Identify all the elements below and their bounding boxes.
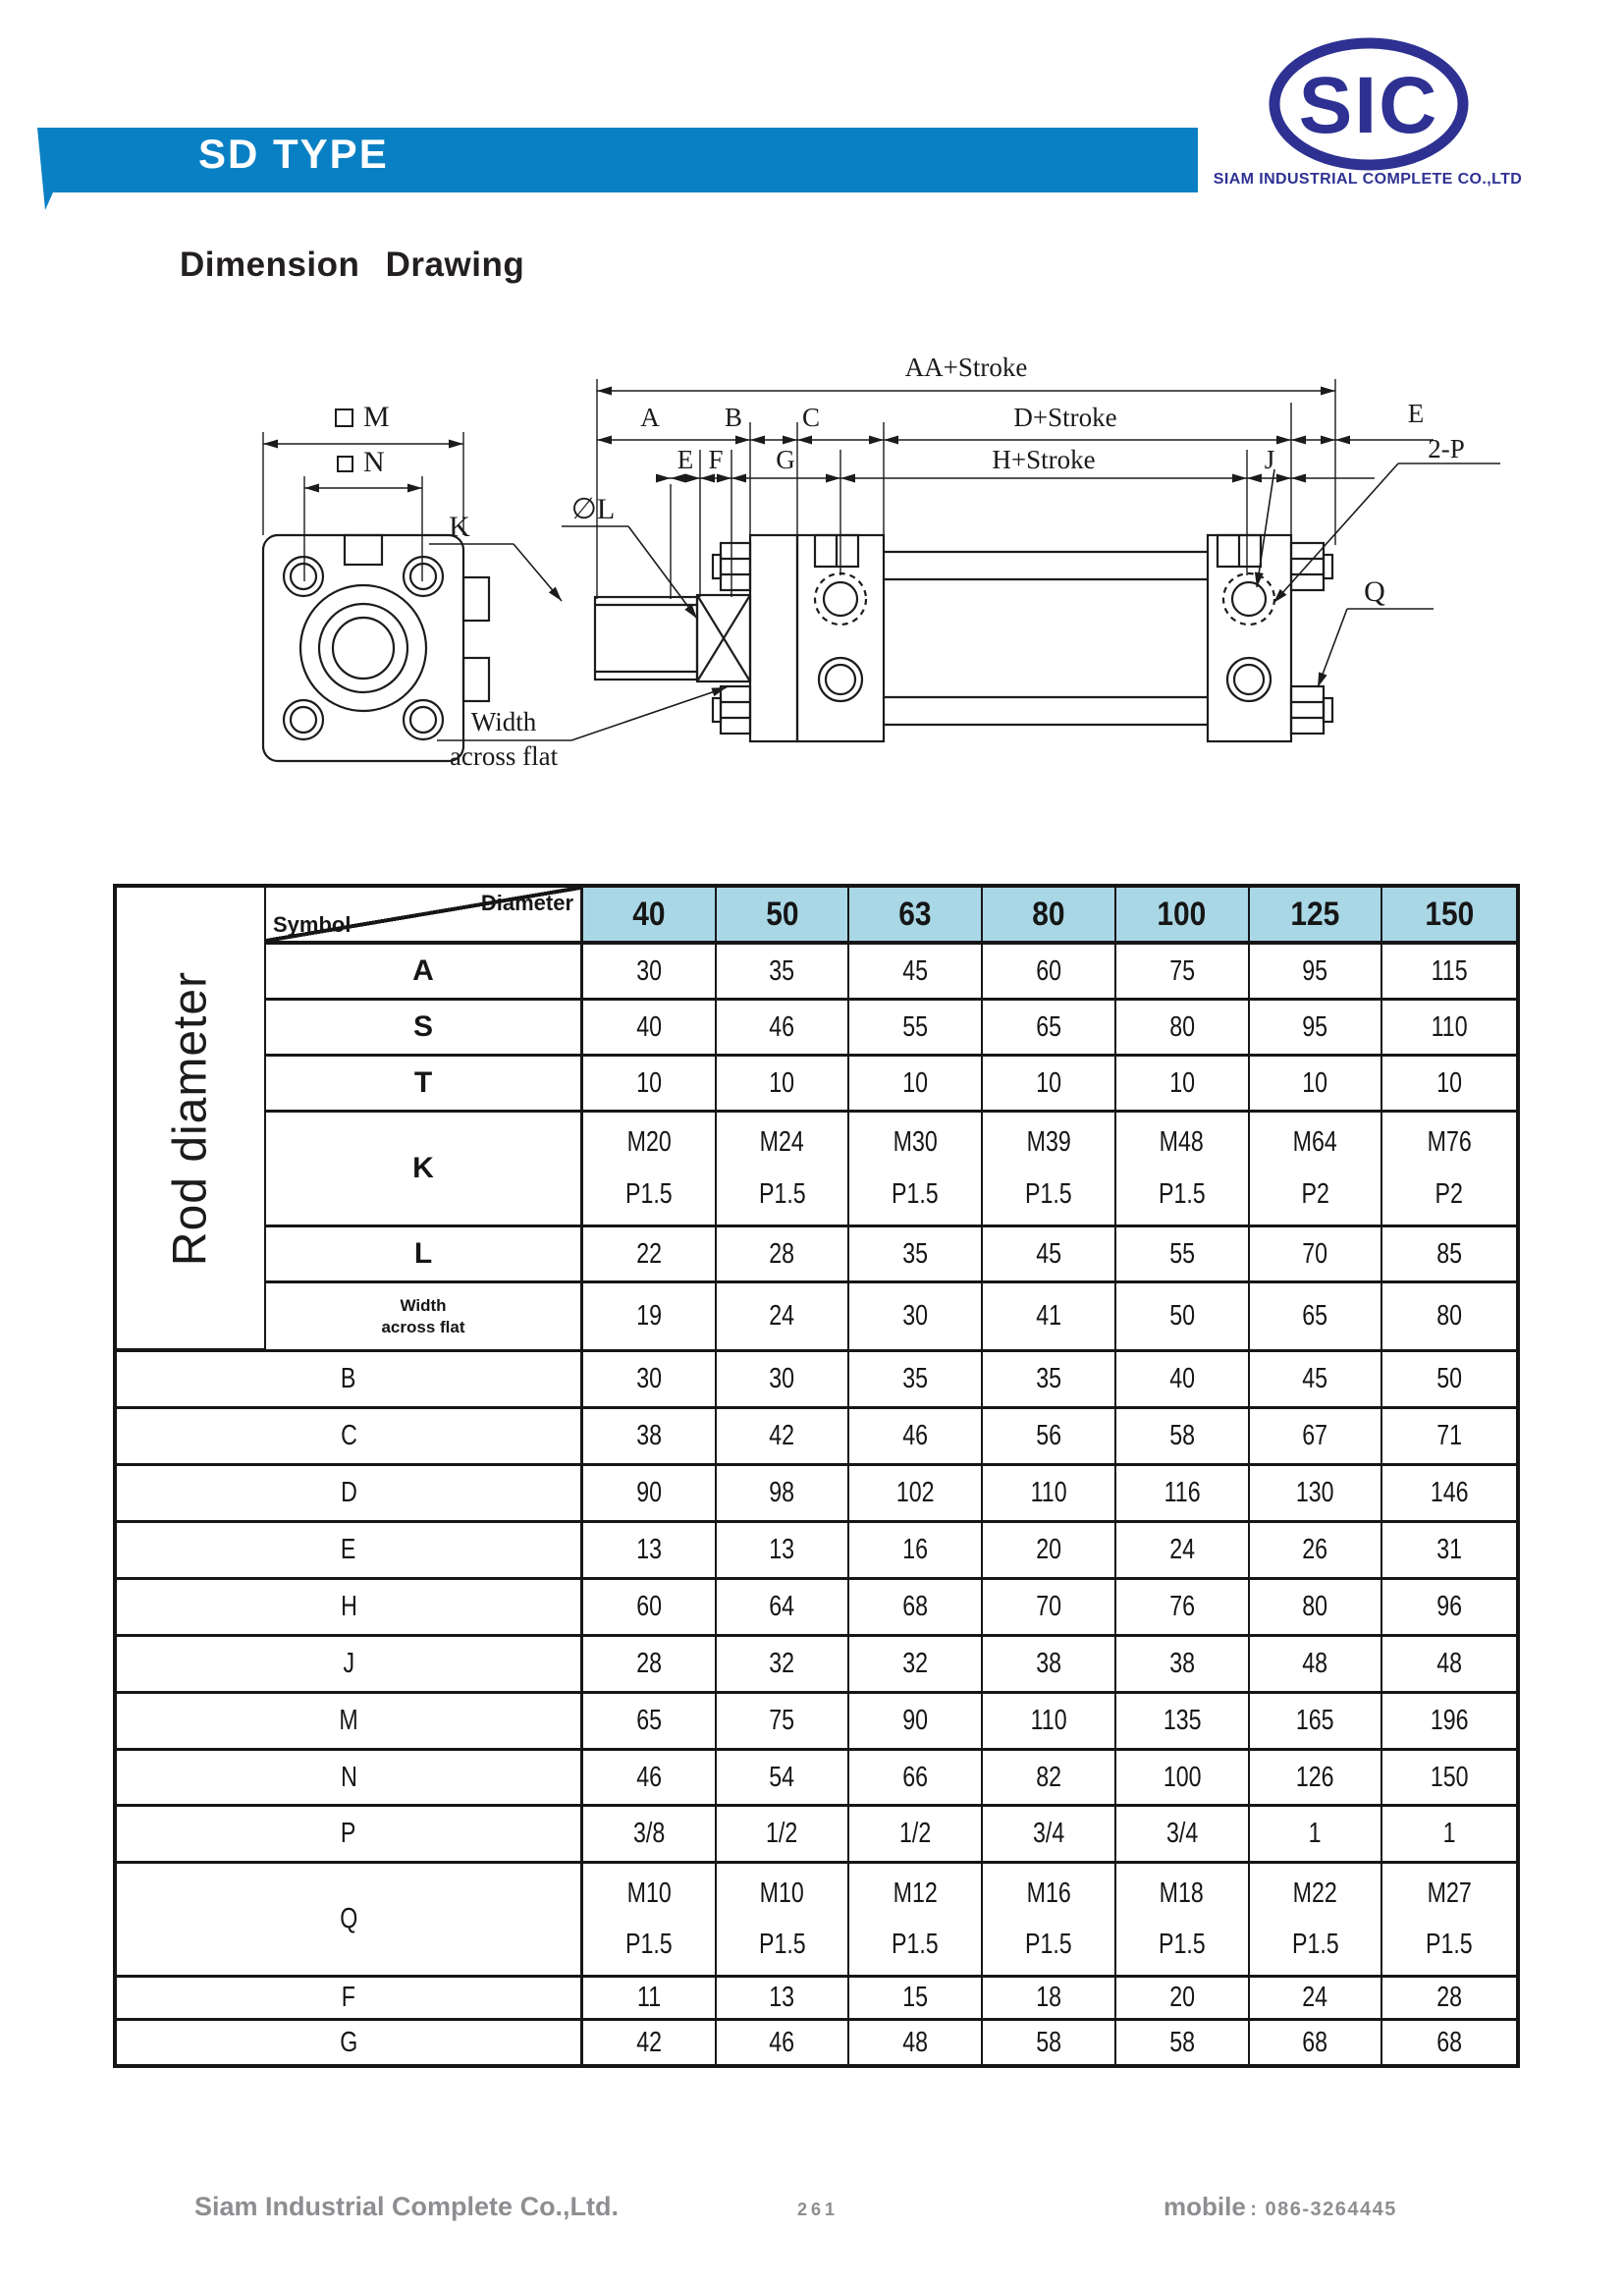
label-d-stroke: D+Stroke <box>1013 403 1117 432</box>
value-cell: 30 <box>583 1352 717 1409</box>
value-cell: 150 <box>1382 1751 1516 1807</box>
value-cell: 70 <box>983 1580 1116 1637</box>
value-cell: 70 <box>1250 1227 1383 1283</box>
value-cell: 50 <box>1116 1283 1250 1352</box>
value-cell: M22 P1.5 <box>1250 1864 1383 1978</box>
value-cell: M20 P1.5 <box>583 1113 717 1227</box>
row-label: D <box>117 1466 583 1523</box>
symbol-cell: L <box>266 1227 583 1283</box>
label-dia-l: ∅L <box>570 493 616 525</box>
value-cell: 65 <box>583 1694 717 1751</box>
value-cell: 35 <box>983 1352 1116 1409</box>
label-j: J <box>1264 445 1275 474</box>
value-cell: 24 <box>1116 1523 1250 1580</box>
row-label: J <box>117 1637 583 1694</box>
value-cell: 26 <box>1250 1523 1383 1580</box>
value-cell: 10 <box>983 1057 1116 1113</box>
value-cell: 75 <box>717 1694 850 1751</box>
value-cell: 42 <box>583 2021 717 2064</box>
value-cell: 75 <box>1116 945 1250 1001</box>
value-cell: 32 <box>717 1637 850 1694</box>
value-cell: 40 <box>583 1001 717 1057</box>
value-cell: M24 P1.5 <box>717 1113 850 1227</box>
footer-page-number: 261 <box>797 2200 839 2219</box>
value-cell: 13 <box>717 1978 850 2021</box>
value-cell: 60 <box>583 1580 717 1637</box>
value-cell: 126 <box>1250 1751 1383 1807</box>
value-cell: 80 <box>1116 1001 1250 1057</box>
value-cell: M18 P1.5 <box>1116 1864 1250 1978</box>
value-cell: 1/2 <box>849 1807 983 1864</box>
label-a: A <box>640 403 660 432</box>
value-cell: 130 <box>1250 1466 1383 1523</box>
value-cell: 1/2 <box>717 1807 850 1864</box>
value-cell: 30 <box>717 1352 850 1409</box>
value-cell: 3/4 <box>983 1807 1116 1864</box>
value-cell: M10 P1.5 <box>583 1864 717 1978</box>
row-label: G <box>117 2021 583 2064</box>
symbol-cell: S <box>266 1001 583 1057</box>
value-cell: 46 <box>717 1001 850 1057</box>
row-label: C <box>117 1409 583 1466</box>
value-cell: 3/4 <box>1116 1807 1250 1864</box>
value-cell: 55 <box>849 1001 983 1057</box>
value-cell: M12 P1.5 <box>849 1864 983 1978</box>
row-label: N <box>117 1751 583 1807</box>
row-label: B <box>117 1352 583 1409</box>
label-f: F <box>708 445 724 474</box>
value-cell: 115 <box>1382 945 1516 1001</box>
value-cell: 85 <box>1382 1227 1516 1283</box>
value-cell: 58 <box>1116 2021 1250 2064</box>
row-label: Q <box>117 1864 583 1978</box>
value-cell: 35 <box>717 945 850 1001</box>
value-cell: 65 <box>1250 1283 1383 1352</box>
value-cell: 10 <box>1116 1057 1250 1113</box>
value-cell: 38 <box>1116 1637 1250 1694</box>
label-e: E <box>677 445 694 474</box>
diameter-header: 125 <box>1250 888 1383 945</box>
row-label: H <box>117 1580 583 1637</box>
row-label: F <box>117 1978 583 2021</box>
value-cell: 68 <box>1250 2021 1383 2064</box>
square-symbol-m <box>336 409 352 426</box>
diameter-header: 50 <box>717 888 850 945</box>
value-cell: 13 <box>717 1523 850 1580</box>
value-cell: 90 <box>849 1694 983 1751</box>
value-cell: M76 P2 <box>1382 1113 1516 1227</box>
footer-mobile <box>1164 2192 1397 2222</box>
value-cell: 24 <box>1250 1978 1383 2021</box>
value-cell: 58 <box>983 2021 1116 2064</box>
value-cell: 24 <box>717 1283 850 1352</box>
value-cell: 28 <box>717 1227 850 1283</box>
value-cell: 11 <box>583 1978 717 2021</box>
diameter-header: 40 <box>583 888 717 945</box>
value-cell: 35 <box>849 1352 983 1409</box>
value-cell: 35 <box>849 1227 983 1283</box>
value-cell: 16 <box>849 1523 983 1580</box>
value-cell: 80 <box>1382 1283 1516 1352</box>
label-aa-stroke: AA+Stroke <box>904 353 1028 382</box>
page-title: SD TYPE <box>198 131 389 177</box>
symbol-cell: T <box>266 1057 583 1113</box>
label-2p: 2-P <box>1428 434 1465 463</box>
label-e-right: E <box>1407 399 1425 428</box>
symbol-cell: A <box>266 945 583 1001</box>
label-width-1: Width <box>470 707 537 736</box>
label-m: M <box>363 401 390 433</box>
footer-mobile-label: mobile <box>1164 2192 1246 2221</box>
value-cell: M48 P1.5 <box>1116 1113 1250 1227</box>
value-cell: 40 <box>1116 1352 1250 1409</box>
value-cell: 18 <box>983 1978 1116 2021</box>
value-cell: 45 <box>983 1227 1116 1283</box>
value-cell: M10 P1.5 <box>717 1864 850 1978</box>
value-cell: 102 <box>849 1466 983 1523</box>
sic-logo <box>1249 29 1494 177</box>
value-cell: 100 <box>1116 1751 1250 1807</box>
value-cell: 67 <box>1250 1409 1383 1466</box>
value-cell: 64 <box>717 1580 850 1637</box>
logo-company-name: SIAM INDUSTRIAL COMPLETE CO.,LTD <box>1213 171 1523 188</box>
extension-lines <box>263 379 1335 599</box>
value-cell: 90 <box>583 1466 717 1523</box>
value-cell: 71 <box>1382 1409 1516 1466</box>
value-cell: 1 <box>1250 1807 1383 1864</box>
value-cell: 50 <box>1382 1352 1516 1409</box>
dimension-drawing <box>0 324 1624 884</box>
label-width-2: across flat <box>449 741 559 771</box>
value-cell: 55 <box>1116 1227 1250 1283</box>
value-cell: 28 <box>583 1637 717 1694</box>
diameter-header: 80 <box>983 888 1116 945</box>
value-cell: 48 <box>849 2021 983 2064</box>
diameter-header: 63 <box>849 888 983 945</box>
value-cell: 116 <box>1116 1466 1250 1523</box>
value-cell: M16 P1.5 <box>983 1864 1116 1978</box>
square-symbol-n <box>338 457 352 471</box>
value-cell: 66 <box>849 1751 983 1807</box>
section-title: Dimension Drawing <box>180 245 525 284</box>
value-cell: 10 <box>1250 1057 1383 1113</box>
value-cell: 38 <box>583 1409 717 1466</box>
label-g: G <box>776 445 795 474</box>
value-cell: 82 <box>983 1751 1116 1807</box>
value-cell: 28 <box>1382 1978 1516 2021</box>
value-cell: 10 <box>849 1057 983 1113</box>
value-cell: 54 <box>717 1751 850 1807</box>
value-cell: 48 <box>1382 1637 1516 1694</box>
value-cell: 95 <box>1250 1001 1383 1057</box>
value-cell: 45 <box>1250 1352 1383 1409</box>
value-cell: 45 <box>849 945 983 1001</box>
dimension-labels <box>336 353 1465 771</box>
label-n: N <box>363 446 385 478</box>
value-cell: 10 <box>1382 1057 1516 1113</box>
value-cell: 3/8 <box>583 1807 717 1864</box>
diameter-header: 100 <box>1116 888 1250 945</box>
value-cell: 196 <box>1382 1694 1516 1751</box>
value-cell: 80 <box>1250 1580 1383 1637</box>
value-cell: 42 <box>717 1409 850 1466</box>
value-cell: 30 <box>583 945 717 1001</box>
value-cell: 1 <box>1382 1807 1516 1864</box>
value-cell: 110 <box>983 1466 1116 1523</box>
value-cell: 10 <box>717 1057 850 1113</box>
value-cell: 22 <box>583 1227 717 1283</box>
value-cell: 20 <box>1116 1978 1250 2021</box>
value-cell: 10 <box>583 1057 717 1113</box>
diameter-header: 150 <box>1382 888 1516 945</box>
row-label: E <box>117 1523 583 1580</box>
row-label: M <box>117 1694 583 1751</box>
label-c: C <box>801 403 821 432</box>
value-cell: 95 <box>1250 945 1383 1001</box>
value-cell: 68 <box>849 1580 983 1637</box>
logo-text: SIC <box>1298 61 1439 150</box>
rod-diameter-group-label: Rod diameter <box>117 888 266 1352</box>
value-cell: 19 <box>583 1283 717 1352</box>
label-q: Q <box>1364 575 1385 608</box>
value-cell: 20 <box>983 1523 1116 1580</box>
value-cell: 68 <box>1436 2026 1463 2058</box>
value-cell: 56 <box>983 1409 1116 1466</box>
value-cell: 46 <box>717 2021 850 2064</box>
value-cell: M30 P1.5 <box>849 1113 983 1227</box>
row-label: P <box>117 1807 583 1864</box>
footer-company: Siam Industrial Complete Co.,Ltd. <box>194 2192 620 2221</box>
value-cell: 146 <box>1382 1466 1516 1523</box>
value-cell: 31 <box>1382 1523 1516 1580</box>
value-cell: 30 <box>849 1283 983 1352</box>
value-cell: 110 <box>983 1694 1116 1751</box>
value-cell: 165 <box>1250 1694 1383 1751</box>
value-cell: 46 <box>583 1751 717 1807</box>
value-cell: 32 <box>849 1637 983 1694</box>
symbol-cell: K <box>266 1113 583 1227</box>
value-cell: M64 P2 <box>1250 1113 1383 1227</box>
label-b: B <box>724 403 743 432</box>
value-cell: 41 <box>983 1283 1116 1352</box>
value-cell: M39 P1.5 <box>983 1113 1116 1227</box>
table-corner-cell: Diameter Symbol <box>266 888 583 945</box>
label-h-stroke: H+Stroke <box>992 445 1096 474</box>
value-cell: 15 <box>849 1978 983 2021</box>
value-cell: 110 <box>1382 1001 1516 1057</box>
value-cell: 13 <box>583 1523 717 1580</box>
value-cell: 65 <box>983 1001 1116 1057</box>
value-cell: 96 <box>1382 1580 1516 1637</box>
value-cell: 38 <box>983 1637 1116 1694</box>
value-cell: 135 <box>1116 1694 1250 1751</box>
dimension-table <box>113 884 1520 2068</box>
value-cell: 46 <box>849 1409 983 1466</box>
value-cell: 98 <box>717 1466 850 1523</box>
value-cell: 58 <box>1116 1409 1250 1466</box>
symbol-cell: Width across flat <box>266 1283 583 1352</box>
value-cell: 48 <box>1250 1637 1383 1694</box>
value-cell: M27 P1.5 <box>1382 1864 1516 1978</box>
drawing-geometry <box>263 535 1332 761</box>
value-cell: 60 <box>983 945 1116 1001</box>
value-cell: 76 <box>1116 1580 1250 1637</box>
label-k: K <box>449 511 470 543</box>
footer-mobile-number: : 086-3264445 <box>1250 2199 1397 2220</box>
